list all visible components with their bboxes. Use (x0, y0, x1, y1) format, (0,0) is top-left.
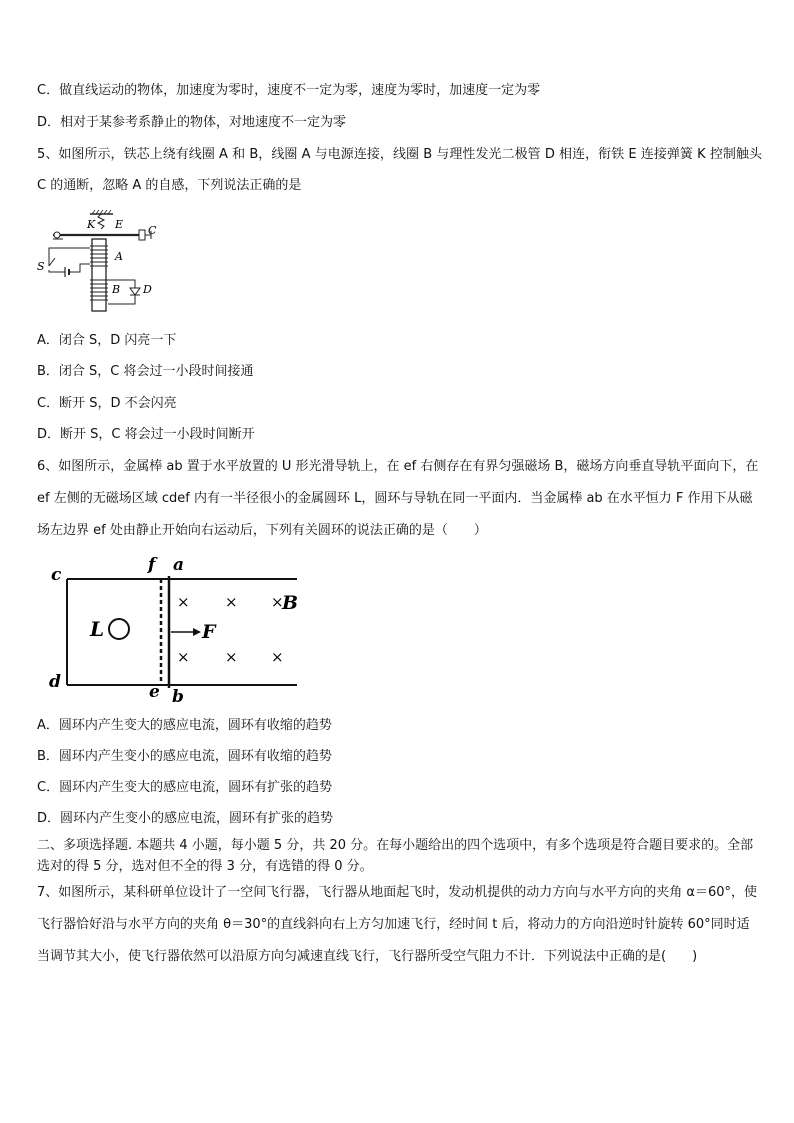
q6-stem: 6、如图所示，金属棒 ab 置于水平放置的 U 形光滑导轨上，在 ef 右侧存在有界匀强磁场 B，磁场方向垂直导轨平面向下，在 ef 左侧的无磁场区域 cdef 内有一半径很小的金属圆环 L，圆环与导轨在同一平面内．当金属棒 ab 在水平恒力 F 作用下从磁场左边界 ef 处由静止开始向右运动后，下列有关圆环的说法正确的是（ ） (37, 459, 759, 538)
q6-rail-figure (45, 552, 310, 704)
label-k: K (87, 218, 96, 231)
field-cross: × (177, 648, 190, 666)
q5-option-c: C．断开 S，D 不会闪亮 (37, 396, 177, 411)
contact-icon (139, 230, 145, 240)
section-2-header: 二、多项选择题. 本题共 4 小题，每小题 5 分，共 20 分。在每小题给出的四个选项中，有多个选项是符合题目要求的。全部选对的得 5 分，选对但不全的得 3 分，有选错的得 0 分。 (37, 838, 754, 874)
label-e: e (149, 682, 160, 702)
coil-a (90, 246, 108, 266)
switch-icon (49, 258, 55, 266)
q4-option-d: D．相对于某参考系静止的物体，对地速度不一定为零 (37, 115, 347, 130)
diode-icon (130, 288, 140, 295)
q4-option-c: C．做直线运动的物体，加速度为零时，速度不一定为零，速度为零时，加速度一定为零 (37, 83, 541, 98)
label-l: L (90, 617, 105, 641)
q6-option-c: C．圆环内产生变大的感应电流，圆环有扩张的趋势 (37, 780, 333, 795)
q5-stem: 5、如图所示，铁芯上绕有线圈 A 和 B，线圈 A 与电源连接，线圈 B 与理性发光二极管 D 相连，衔铁 E 连接弹簧 K 控制触头 C 的通断，忽略 A 的自感，下列说法正确的是 (37, 147, 762, 193)
label-a: A (115, 250, 123, 263)
label-c: c (51, 565, 62, 585)
metal-ring-icon (109, 619, 129, 639)
spring-icon (98, 214, 104, 229)
label-d: D (143, 283, 152, 296)
q5-option-d: D．断开 S，C 将会过一小段时间断开 (37, 427, 255, 442)
q5-circuit-figure (35, 208, 165, 318)
label-c: C (148, 224, 157, 237)
label-a: a (173, 555, 185, 575)
label-s: S (37, 260, 45, 273)
q6-option-b: B．圆环内产生变小的感应电流，圆环有收缩的趋势 (37, 749, 332, 764)
field-cross: × (225, 648, 238, 666)
label-force: F (202, 621, 216, 643)
q5-option-a: A．闭合 S，D 闪亮一下 (37, 333, 177, 348)
label-b: b (172, 687, 184, 704)
field-cross: × (177, 593, 190, 611)
label-b: B (112, 283, 121, 296)
field-cross: × (271, 593, 284, 611)
pivot-icon (54, 232, 60, 238)
q5-option-b: B．闭合 S，C 将会过一小段时间接通 (37, 364, 254, 379)
q6-option-a: A．圆环内产生变大的感应电流，圆环有收缩的趋势 (37, 718, 332, 733)
q7-stem: 7、如图所示，某科研单位设计了一空间飞行器，飞行器从地面起飞时，发动机提供的动力方向与水平方向的夹角 α＝60°，使飞行器恰好沿与水平方向的夹角 θ＝30°的直线斜向右上方匀加速飞行，经时间 t 后，将动力的方向沿逆时针旋转 60°同时适当调节其大小，使飞行器依然可以沿原方向匀减速直线飞行，飞行器所受空气阻力不计．下列说法中正确的是( ) (37, 885, 758, 964)
field-cross: × (225, 593, 238, 611)
label-field-b: B (282, 592, 299, 614)
q6-option-d: D．圆环内产生变小的感应电流，圆环有扩张的趋势 (37, 811, 334, 826)
field-cross: × (271, 648, 284, 666)
label-d: d (49, 672, 61, 692)
label-e: E (115, 218, 124, 231)
label-f: f (148, 555, 156, 575)
coil-b (90, 280, 108, 300)
